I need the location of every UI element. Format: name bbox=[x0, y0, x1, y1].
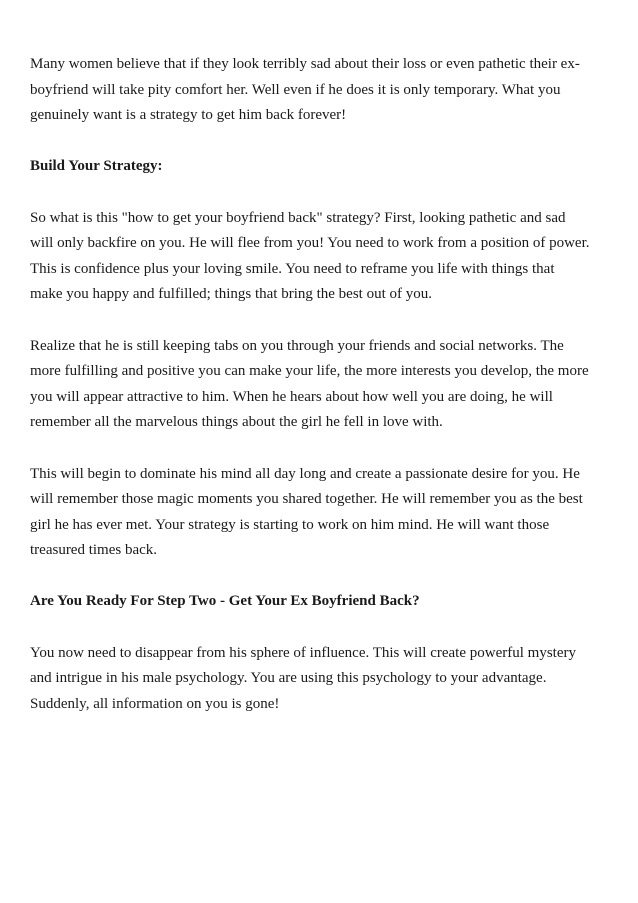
section-heading-build-strategy: Build Your Strategy: bbox=[30, 158, 163, 175]
paragraph-realize: Realize that he is still keeping tabs on you through your friends and social networks. The more fulfilling and positive you can make your life, the more interests you develop, the more you will appear attractive to him. When he hears about how well you are doing, he will remember all the marvelous things about the girl he fell in love with. bbox=[30, 337, 589, 431]
paragraph-disappear: You now need to disappear from his sphere of influence. This will create powerful mystery and intrigue in his male psychology. You are using this psychology to your advantage. Suddenly, all information on you is gone! bbox=[30, 644, 576, 712]
paragraph-dominate: This will begin to dominate his mind all day long and create a passionate desire for you. He will remember those magic moments you shared together. He will remember you as the best girl he has ever met. Your strategy is starting to work on him mind. He will want those treasured times back. bbox=[30, 465, 583, 559]
document-page bbox=[30, 52, 590, 743]
paragraph-intro: Many women believe that if they look terribly sad about their loss or even pathetic their ex-boyfriend will take pity comfort her. Well even if he does it is only temporary. What you genuinely want is a strategy to get him back forever! bbox=[30, 56, 580, 124]
paragraph-strategy: So what is this "how to get your boyfriend back" strategy? First, looking pathetic and sad will only backfire on you. He will flee from you! You need to work from a position of power. This is confidence plus your loving smile. You need to reframe you life with things that make you happy and fulfilled; things that bring the best out of you. bbox=[30, 209, 590, 303]
section-heading-step-two: Are You Ready For Step Two - Get Your Ex Boyfriend Back? bbox=[30, 593, 420, 610]
